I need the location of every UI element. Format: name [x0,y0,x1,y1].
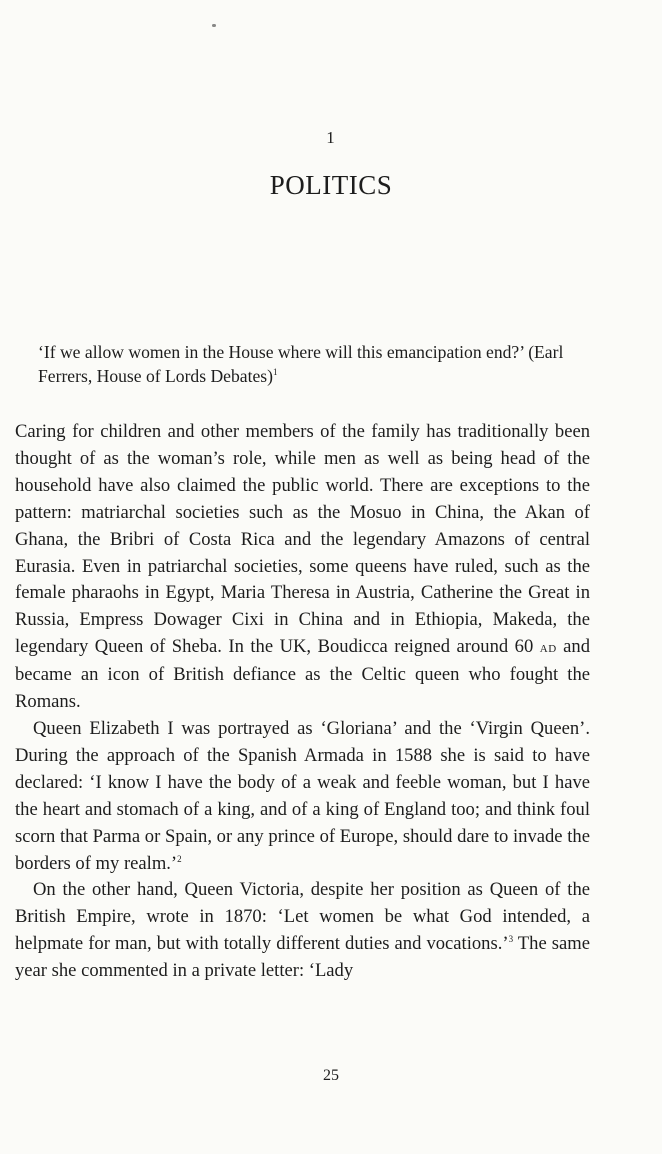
paragraph-1-era: ad [539,639,557,657]
paragraph-1 [15,419,590,716]
epigraph [38,340,578,388]
paragraph-2-footnote-ref: 2 [177,853,182,864]
epigraph-text: ‘If we allow women in the House where will this emancipation end?’ (Earl Ferrers, House of Lords Debates) [38,342,564,386]
chapter-title: POLITICS [269,170,393,200]
body-text [15,419,590,985]
chapter-number: 1 [326,128,336,147]
paragraph-3 [15,877,590,985]
paragraph-3-text-b: The same year she commented in a private letter: ‘Lady [15,933,590,982]
paragraph-1-text-a: Caring for children and other members of the family has traditionally been thought of as the woman’s role, while men as well as being head of the household have also claimed the public world. There are exceptions to the pattern: matriarchal societies such as the Mosuo in China, the Akan of Ghana, the Bribri of Costa Rica and the legendary Amazons of central Eurasia. Even in patriarchal societies, some queens have ruled, such as the female pharaohs in Egypt, Maria Theresa in Austria, Catherine the Great in Russia, Empress Dowager Cixi in China and in Ethiopia, Makeda, the legendary Queen of Sheba. In the UK, Boudicca reigned around 60 [15,421,590,658]
paragraph-3-footnote-ref: 3 [508,934,514,945]
paragraph-3-text-a: On the other hand, Queen Victoria, despite her position as Queen of the British Empire, wrote in 1870: ‘Let women be what God intended, a helpmate for man, but with totally different duties and vocations.’ [15,879,590,955]
page-number: 25 [323,1067,339,1084]
epigraph-footnote-ref: 1 [273,367,278,378]
paragraph-1-text-b: and became an icon of British defiance as the Celtic queen who fought the Romans. [15,636,590,713]
paragraph-2 [15,716,590,877]
paragraph-2-text: Queen Elizabeth I was portrayed as ‘Gloriana’ and the ‘Virgin Queen’. During the approach of the Spanish Armada in 1588 she is said to have declared: ‘I know I have the body of a weak and feeble woman, but I have the heart and stomach of a king, and of a king of England too; and think foul scorn that Parma or Spain, or any prince of Europe, should dare to invade the borders of my realm.’ [15,717,590,874]
print-speck [212,24,216,27]
